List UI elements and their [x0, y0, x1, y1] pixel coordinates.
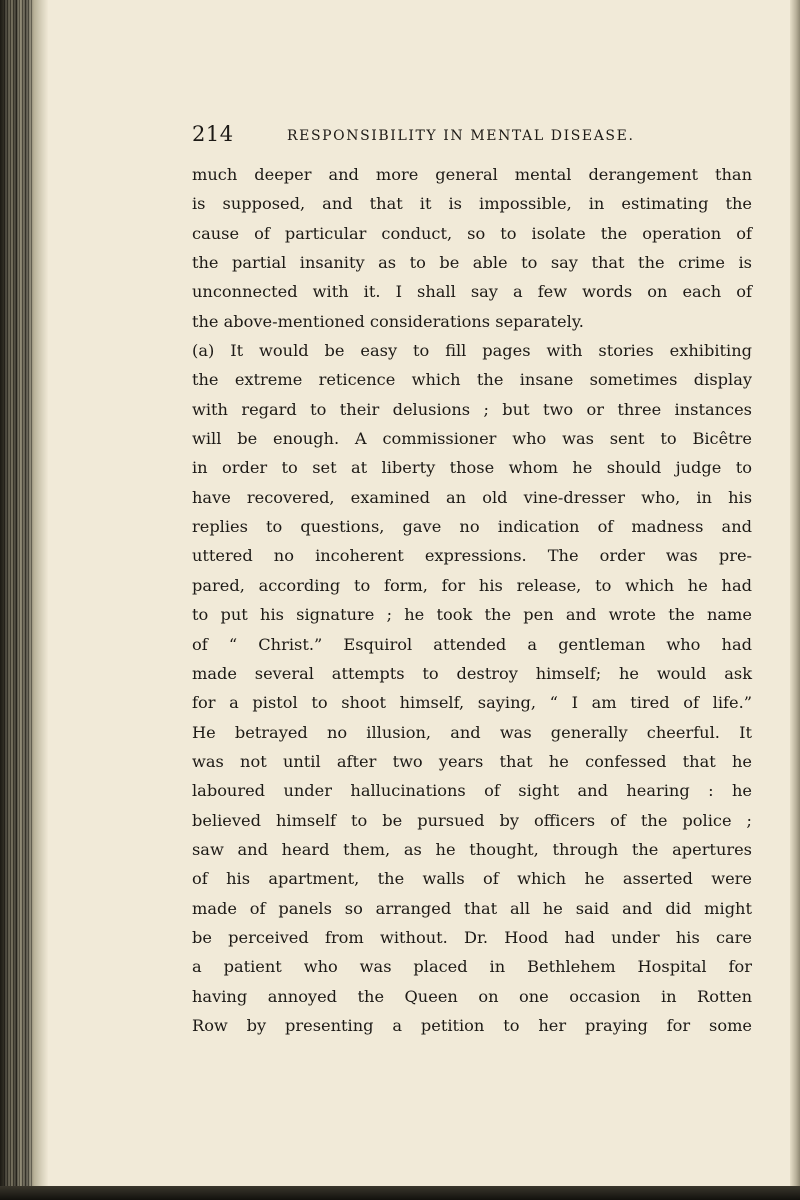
text-line: be perceived from without. Dr. Hood had under his care — [192, 927, 752, 947]
text-line: the partial insanity as to be able to say that the crime is — [192, 253, 752, 273]
text-line: of “ Christ.” Esquirol attended a gentleman who had — [192, 634, 752, 654]
page-edge — [790, 0, 800, 1200]
page-number: 214 — [192, 122, 234, 146]
text-line: in order to set at liberty those whom he should judge to — [192, 458, 752, 478]
text-line: He betrayed no illusion, and was generally cheerful. It — [192, 722, 752, 742]
text-line: believed himself to be pursued by officers of the police ; — [192, 810, 752, 830]
text-line: the extreme reticence which the insane sometimes display — [192, 370, 752, 390]
text-line: of his apartment, the walls of which he asserted were — [192, 869, 752, 889]
binding-texture — [4, 0, 32, 1200]
text-line: unconnected with it. I shall say a few words on each of — [192, 282, 752, 302]
text-line: Row by presenting a petition to her praying for some — [192, 1015, 752, 1035]
text-line: made of panels so arranged that all he said and did might — [192, 898, 752, 918]
text-line: a patient who was placed in Bethlehem Hospital for — [192, 957, 752, 977]
text-line: saw and heard them, as he thought, through the apertures — [192, 839, 752, 859]
book-binding — [0, 0, 48, 1200]
text-line: replies to questions, gave no indication of madness and — [192, 517, 752, 537]
text-line: will be enough. A commissioner who was sent to Bicêtre — [192, 429, 752, 449]
text-line: the above-mentioned considerations separately. — [192, 311, 584, 331]
page-bottom-shadow — [0, 1186, 800, 1200]
text-line: cause of particular conduct, so to isolate the operation of — [192, 223, 752, 243]
text-line: pared, according to form, for his release, to which he had — [192, 575, 752, 595]
page-header — [192, 122, 752, 152]
text-line: have recovered, examined an old vine-dresser who, in his — [192, 487, 752, 507]
text-line: was not until after two years that he confessed that he — [192, 751, 752, 771]
running-head: RESPONSIBILITY IN MENTAL DISEASE. — [287, 128, 635, 144]
text-line: to put his signature ; he took the pen and wrote the name — [192, 605, 752, 625]
text-line: laboured under hallucinations of sight and hearing : he — [192, 781, 752, 801]
text-line: having annoyed the Queen on one occasion in Rotten — [192, 986, 752, 1006]
body-text — [192, 160, 752, 1040]
text-line: uttered no incoherent expressions. The order was pre- — [192, 546, 752, 566]
text-line: (a) It would be easy to fill pages with stories exhibiting — [192, 341, 752, 361]
text-line: with regard to their delusions ; but two or three instances — [192, 399, 752, 419]
text-line: is supposed, and that it is impossible, in estimating the — [192, 194, 752, 214]
text-line: much deeper and more general mental derangement than — [192, 165, 752, 184]
text-line: made several attempts to destroy himself; he would ask — [192, 663, 752, 683]
text-line: for a pistol to shoot himself, saying, “ I am tired of life.” — [192, 693, 752, 713]
